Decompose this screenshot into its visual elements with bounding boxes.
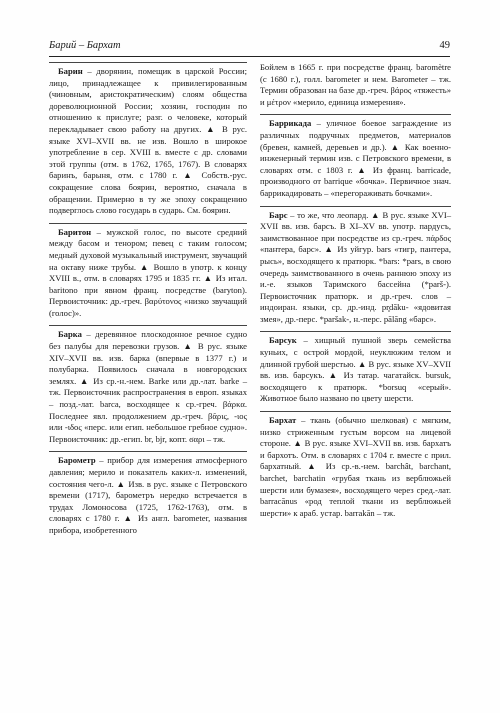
page-number: 49 (439, 40, 450, 51)
entry-bariton (49, 223, 247, 320)
entry-barometr (49, 451, 247, 536)
headword: Барс (269, 209, 288, 220)
headword: Барин (58, 66, 83, 76)
entry-text: – ткань (обычно шелковая) с мягким, низко стриженным густым ворсом на лицевой стороне. ▲ В рус. языке XVI–XVII вв. изв. бархатъ и бархотъ. Отм. в словарях с 1704 г. вместе с прил. бархатный. ▲ Из ср.-в.-нем. barchât, barchant, barchet, barchatin «грубая ткань из верблюжьей шерсти или бумазея», восходящего через сред.-лат. barracānus «род теплой ткани из верблюжьей шерсти» к араб. устар. barrakān – тж. (260, 415, 451, 518)
entry-barin (49, 62, 247, 217)
headword: Бархат (269, 415, 297, 426)
headword: Баритон (58, 226, 92, 237)
headword: Баррикада (269, 118, 312, 129)
entry-text: – прибор для измерения атмосферного давления; мерило и показатель каких-л. изменений, состояния чего-л. ▲ Изв. в рус. языке с Петровского времени (1717), барометръ нередко встречается в трудах Ломоносова (1725, 1762-1763), отм. в словарях с 1780 г. ▲ Из англ. barometer, названия прибора, изобретенного (49, 455, 247, 535)
left-column (49, 62, 247, 543)
entry-text: – уличное боевое заграждение из различных подручных предметов, материалов (бревен, камней, деревьев и др.). ▲ Как военно-инженерный термин изв. с Петровского времени, в словарях отм. с 1803 г. ▲ Из франц. barricade, производного от barrique «бочка». Первичное знач. баррикадировать – «перегораживать бочками». (260, 118, 451, 198)
entry-text: – то же, что леопард. ▲ В рус. языке XVI–XVII вв. изв. барсъ. В XI–XV вв. употр. пардусъ, заимствованное при посредстве из ср.-греч. πάρδος «пантера, барс». ▲ Из уйгур. bars «тигр, пантера, рысь», восходящего к пратюрк. *bars: *pars, в свою очередь заимствованного в очень раннюю эпоху из и.-е. языков Таримского бассейна (*parš-). Первоисточник пратюрк. и др.-греч. слов – индоиран. языки, ср. др.-инд. pr̥dāku- «ядовитая змея», др.-перс. *paršak-, н.-перс. pālāng «барс». (260, 209, 451, 324)
entry-text: – хищный пушной зверь семейства куньих, с острой мордой, неуклюжим телом и длинной грубой шерстью. ▲ В рус. языке XV–XVII вв. изв. барсукъ. ▲ Из татар. чагатайск. bursuk, восходящего к пратюрк. *borsuq «серый». Животное было названо по цвету шерсти. (260, 335, 451, 404)
running-head: Барий – Бархат (49, 40, 121, 51)
entry-text: – деревянное плоскодонное речное судно без палубы для перевозки грузов. ▲ В рус. языке XIV–XVII вв. изв. барка (впервые в 1377 г.) и полубарка. Появилось сначала в новгородских землях. ▲ Из ср.-н.-нем. Barke или др.-лат. barke – тж. Первоисточник распространения в европ. языках – позд.-лат. barca, восходящее к ср.-греч. βάρκα. Последнее явл. продолжением др.-греч. βᾶρις, -ιος или -ιδος «перс. или егип. небольшое гребное судно». Первоисточник: др.-егип. br, bjr, копт. ϭαρι – тж. (49, 329, 247, 444)
entry-barrikada (260, 114, 451, 199)
headword: Барка (58, 329, 82, 340)
entry-barometr-continued (260, 62, 451, 108)
right-column (260, 62, 451, 525)
entry-text: Бойлем в 1665 г. при посредстве франц. baromètre (с 1680 г.), голл. barometer и нем. Barometer – тж. Термин образован на базе др.-греч. βάρος «тяжесть» и μέτρον «мерило, единица измерения». (260, 62, 451, 107)
entry-text: – мужской голос, по высоте средний между басом и тенором; певец с таким голосом; медный духовой музыкальный инструмент, звучащий на октаву ниже трубы. ▲ Вошло в употр. к концу XVIII в., отм. в словарях 1795 и 1835 гг. ▲ Из итал. baritono при явном франц. посредстве (baryton). Первоисточник: др.-греч. βαρύτονος «низко звучащий (голос)». (49, 226, 247, 318)
entry-barkhat (260, 411, 451, 519)
entry-bars (260, 206, 451, 326)
page-header (49, 40, 450, 57)
entry-barsuk (260, 331, 451, 405)
entry-barka (49, 325, 247, 445)
headword: Барсук (269, 335, 297, 346)
headword: Барометр (58, 455, 96, 466)
entry-text: – дворянин, помещик в царской России; лицо, принадлежащее к привилегированным (чиновным, аристократическим) слоям общества дореволюционной России; хозяин, господин по отношению к прислуге; разг. о человеке, который перекладывает свою работу на других. ▲ В рус. языке XVI–XVII вв. не изв. Вошло в широкое употребление в сер. XVIII в. вместе с др. словами этой группы (отм. в 1762, 1765, 1767). В словарях баринъ, барыня, отм. с 1780 г. ▲ Собств.-рус. сокращение слова боярин, вероятно, сначала в обращении. Примерно в ту же эпоху сокращению подверглось слово государь в сударь. См. боярин. (49, 66, 247, 216)
